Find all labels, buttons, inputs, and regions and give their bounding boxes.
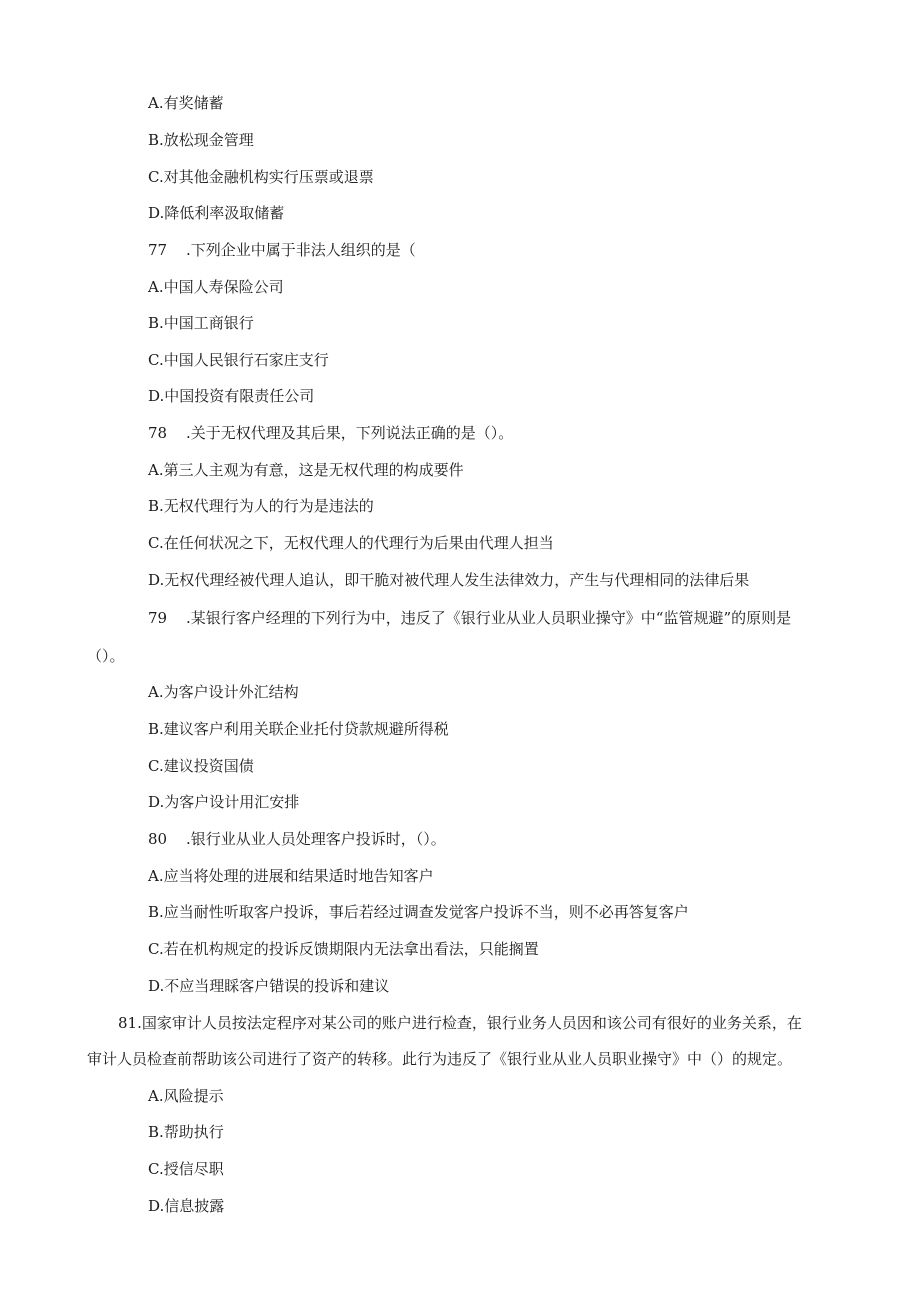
q76-option-c: C.对其他金融机构实行压票或退票 (148, 168, 374, 186)
q78-option-a: A.第三人主观为有意，这是无权代理的构成要件 (148, 461, 464, 479)
q80-stem-text: .银行业从业人员处理客户投诉时，（）。 (186, 830, 446, 848)
q77-stem-text: .下列企业中属于非法人组织的是（ (186, 241, 416, 259)
q78-option-b: B.无权代理行为人的行为是违法的 (148, 497, 374, 515)
q79-option-d: D.为客户设计用汇安排 (148, 793, 300, 811)
q81-option-b: B.帮助执行 (148, 1123, 224, 1141)
q81-option-d: D.信息披露 (148, 1197, 225, 1215)
q80-option-d: D.不应当理睬客户错误的投诉和建议 (148, 977, 390, 995)
q77-option-c: C.中国人民银行石家庄支行 (148, 351, 329, 369)
q79-number: 79 (148, 609, 168, 627)
q79-stem-text: .某银行客户经理的下列行为中，违反了《银行业从业人员职业操守》中“监管规避”的原则是 (186, 609, 792, 627)
q79-stem (148, 608, 791, 628)
q77-option-a: A.中国人寿保险公司 (148, 278, 284, 296)
q81-option-a: A.风险提示 (148, 1087, 224, 1105)
q80-stem (148, 829, 446, 849)
q76-option-b: B.放松现金管理 (148, 131, 254, 149)
q81-stem-line2: 审计人员检查前帮助该公司进行了资产的转移。此行为违反了《银行业从业人员职业操守》中（）的规定。 (87, 1050, 793, 1068)
q79-option-a: A.为客户设计外汇结构 (148, 683, 299, 701)
q77-option-d: D.中国投资有限责任公司 (148, 387, 315, 405)
q78-number: 78 (148, 424, 168, 442)
q81-stem-line1: 81.国家审计人员按法定程序对某公司的账户进行检查，银行业务人员因和该公司有很好的业务关系，在 (118, 1014, 802, 1032)
q79-option-c: C.建议投资国债 (148, 757, 254, 775)
q79-stem-continuation: （）。 (87, 647, 125, 665)
q80-option-c: C.若在机构规定的投诉反馈期限内无法拿出看法，只能搁置 (148, 940, 539, 958)
q78-stem (148, 423, 513, 443)
q80-option-b: B.应当耐性听取客户投诉，事后若经过调查发觉客户投诉不当，则不必再答复客户 (148, 903, 689, 921)
q76-option-d: D.降低利率汲取储蓄 (148, 204, 285, 222)
q79-option-b: B.建议客户利用关联企业托付贷款规避所得税 (148, 720, 449, 738)
q78-option-c: C.在任何状况之下，无权代理人的代理行为后果由代理人担当 (148, 534, 554, 552)
q80-number: 80 (148, 830, 168, 848)
q76-option-a: A.有奖储蓄 (148, 94, 224, 112)
q81-option-c: C.授信尽职 (148, 1160, 224, 1178)
q78-stem-text: .关于无权代理及其后果，下列说法正确的是（）。 (186, 424, 514, 442)
q77-number: 77 (148, 241, 168, 259)
q77-stem (148, 240, 416, 260)
q80-option-a: A.应当将处理的进展和结果适时地告知客户 (148, 867, 434, 885)
q78-option-d: D.无权代理经被代理人追认，即干脆对被代理人发生法律效力，产生与代理相同的法律后果 (148, 571, 750, 589)
q77-option-b: B.中国工商银行 (148, 314, 254, 332)
